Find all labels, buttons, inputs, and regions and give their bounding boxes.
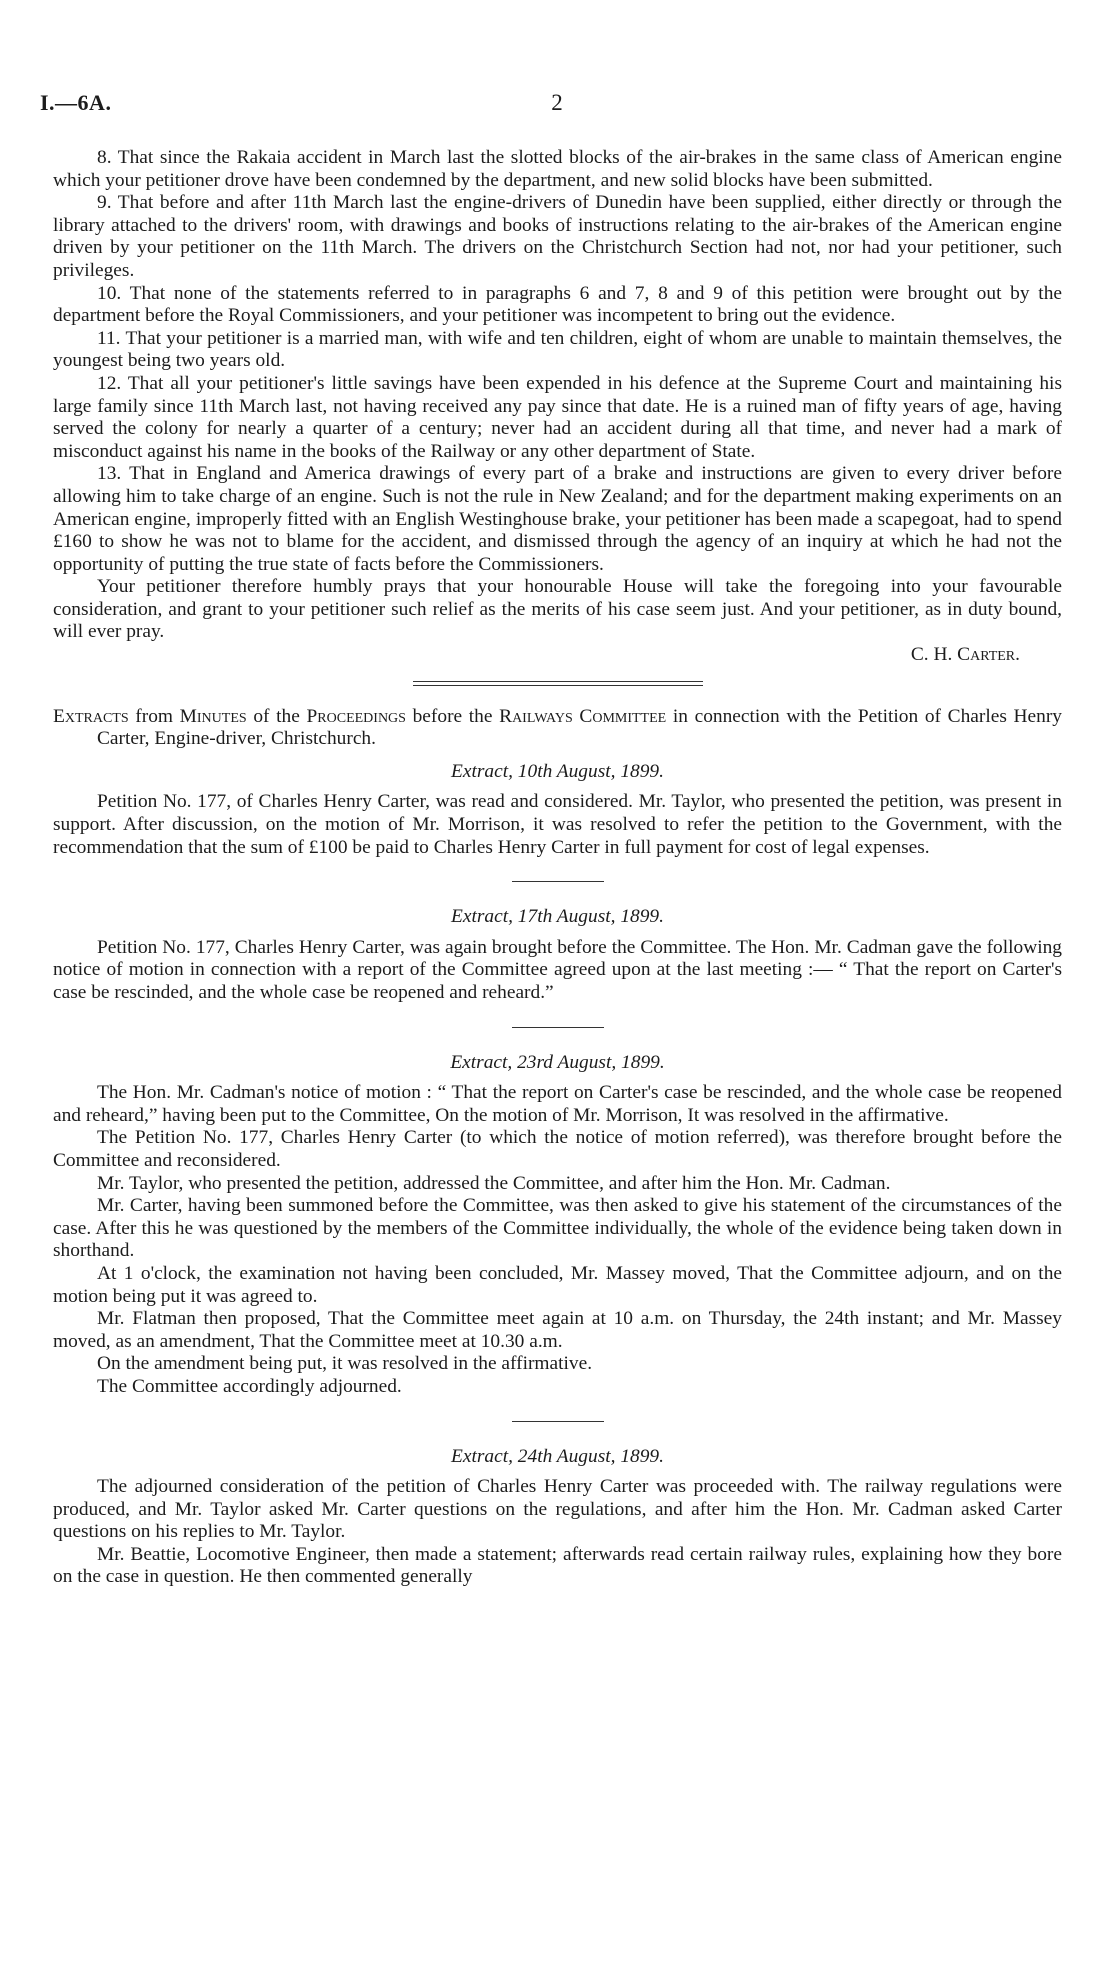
petition-prayer: Your petitioner therefore humbly prays that your honourable House will take the foregoing into your favourable consideration, and grant to your petitioner such relief as the merits of his case seem just. And your petitioner, as in duty bound, will ever pray. <box>53 576 1062 643</box>
section-divider <box>512 1421 604 1422</box>
document-reference: I.—6A. <box>40 90 112 115</box>
extract-24-august <box>53 1446 1062 1590</box>
extract-paragraph: Petition No. 177, of Charles Henry Carter, was read and considered. Mr. Taylor, who presented the petition, was present in support. After discussion, on the motion of Mr. Morrison, it was resolved to refer the petition to the Government, with the recommendation that the sum of £100 be paid to Charles Henry Carter in full payment for cost of legal expenses. <box>53 791 1062 858</box>
petition-paragraph-12: 12. That all your petitioner's little savings have been expended in his defence at the Supreme Court and maintaining his large family since 11th March last, not having received any pay since that date. He is a ruined man of fifty years of age, having served the colony for nearly a quarter of a century; never had an accident during all that time, and never had a mark of misconduct against his name in the books of the Railway or any other department of State. <box>53 372 1062 462</box>
extract-paragraph: On the amendment being put, it was resolved in the affirmative. <box>97 1353 593 1375</box>
extract-paragraph: The adjourned consideration of the petition of Charles Henry Carter was proceeded with. The railway regulations were produced, and Mr. Taylor asked Mr. Carter questions on the regulations, and after him the Hon. Mr. Cadman asked Carter questions on his replies to Mr. Taylor. <box>53 1476 1062 1543</box>
petition-paragraph-13: 13. That in England and America drawings of every part of a brake and instructions are given to every driver before allowing him to take charge of an engine. Such is not the rule in New Zealand; and for the department making experiments on an American engine, improperly fitted with an English Westinghouse brake, your petitioner has been made a scapegoat, had to spend £160 to show he was not to blame for the accident, and dismissed through the agency of an inquiry at which he had not the opportunity of putting the true state of facts before the Commissioners. <box>53 463 1062 575</box>
extracts-heading <box>53 706 1062 751</box>
heading-word-proceedings: Proceedings <box>306 705 406 727</box>
page-number: 2 <box>551 90 563 115</box>
extract-17-august <box>53 906 1062 1004</box>
petition-paragraph-10: 10. That none of the statements referred to in paragraphs 6 and 7, 8 and 9 of this petition were brought out by the department before the Royal Commissioners, and your petitioner was incompetent to bring out the evidence. <box>53 282 1062 327</box>
petition-paragraph-11: 11. That your petitioner is a married man, with wife and ten children, eight of whom are unable to maintain themselves, the youngest being two years old. <box>53 327 1062 372</box>
extract-caption: Extract, 10th August, 1899. <box>451 760 664 782</box>
page-header <box>40 92 1074 122</box>
extract-caption: Extract, 17th August, 1899. <box>451 906 664 928</box>
extract-paragraph: The Petition No. 177, Charles Henry Carter (to which the notice of motion referred), was therefore brought before the Committee and reconsidered. <box>53 1127 1062 1171</box>
petition-paragraph-8: 8. That since the Rakaia accident in March last the slotted blocks of the air-brakes in the same class of American engine which your petitioner drove have been condemned by the department, and new solid blocks have been submitted. <box>53 147 1062 191</box>
heading-text-before-the: before the <box>405 705 500 727</box>
extract-paragraph: At 1 o'clock, the examination not having been concluded, Mr. Massey moved, That the Committee adjourn, and on the motion being put it was agreed to. <box>53 1262 1062 1307</box>
extract-caption: Extract, 23rd August, 1899. <box>450 1051 665 1073</box>
section-divider <box>512 1027 604 1028</box>
heading-text-from: from <box>128 705 180 727</box>
petition-paragraph-9: 9. That before and after 11th March last the engine-drivers of Dunedin have been supplied, either directly or through the library attached to the drivers' room, with drawings and books of instructions relating to the air-brakes of the American engine driven by your petitioner on the 11th March. The drivers on the Christchurch Section had not, nor had your petitioner, such privileges. <box>53 192 1062 281</box>
extract-paragraph: Mr. Taylor, who presented the petition, addressed the Committee, and after him the Hon. Mr. Cadman. <box>97 1172 891 1194</box>
petition-continuation <box>53 147 1062 667</box>
extract-paragraph: The Committee accordingly adjourned. <box>97 1375 402 1397</box>
extract-paragraph: The Hon. Mr. Cadman's notice of motion : “ That the report on Carter's case be rescinded, and the whole case be reopened and reheard,” having been put to the Committee, On the motion of Mr. Morrison, It was resolved in the affirmative. <box>53 1082 1062 1126</box>
petitioner-signature: C. H. Carter. <box>910 644 1020 666</box>
extract-paragraph: Mr. Carter, having been summoned before the Committee, was then asked to give his statement of the circumstances of the case. After this he was questioned by the members of the Committee individually, the whole of the evidence being taken down in shorthand. <box>53 1195 1062 1262</box>
extract-paragraph: Mr. Beattie, Locomotive Engineer, then made a statement; afterwards read certain railway rules, explaining how they bore on the case in question. He then commented generally <box>53 1543 1062 1588</box>
extract-10-august <box>53 761 1062 859</box>
heading-word-minutes: Minutes <box>179 705 247 727</box>
extract-caption: Extract, 24th August, 1899. <box>451 1445 664 1467</box>
page-body <box>53 147 1062 1589</box>
section-divider-double <box>413 681 703 686</box>
section-divider <box>512 881 604 882</box>
heading-word-railways-committee: Railways Committee <box>499 705 667 727</box>
heading-text-remainder: in connection with the Petition of Charles Henry Carter, Engine-driver, Christchurch. <box>97 705 1062 750</box>
extract-paragraph: Petition No. 177, Charles Henry Carter, was again brought before the Committee. The Hon. Mr. Cadman gave the following notice of motion in connection with a report of the Committee agreed upon at the last meeting :— “ That the report on Carter's case be rescinded, and the whole case be reopened and reheard.” <box>53 936 1062 1003</box>
extract-23-august <box>53 1052 1062 1399</box>
heading-word-extracts: Extracts <box>53 705 129 727</box>
extract-paragraph: Mr. Flatman then proposed, That the Committee meet again at 10 a.m. on Thursday, the 24th instant; and Mr. Massey moved, as an amendment, That the Committee meet at 10.30 a.m. <box>53 1308 1062 1352</box>
heading-text-of-the: of the <box>246 705 307 727</box>
